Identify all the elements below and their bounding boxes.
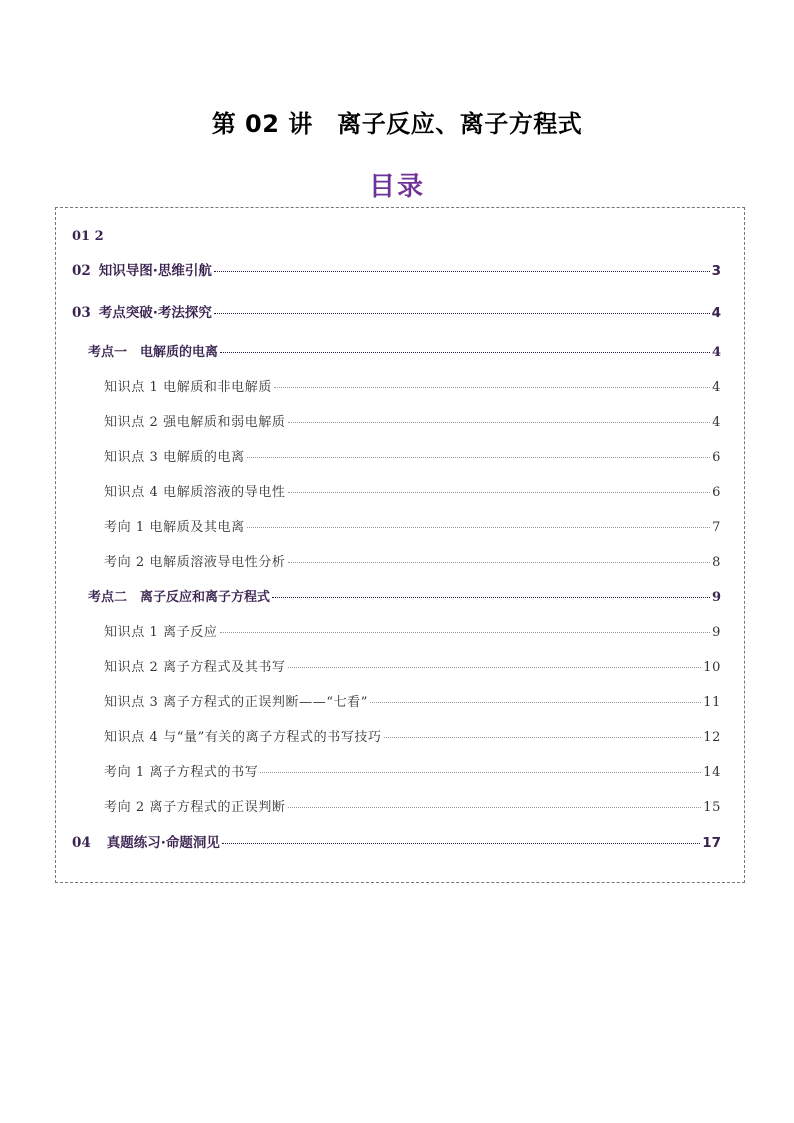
toc-entry-zhishidian-2-3[interactable] [104,691,721,710]
toc-entry-zhishidian-1-4[interactable] [104,481,721,500]
toc-entry-kaoxiang-2-2[interactable] [104,796,721,815]
toc-page-number: 4 [712,415,721,430]
toc-entry-label: 知识点 3 离子方程式的正误判断——“七看” [104,695,369,710]
toc-page-number: 14 [703,765,721,780]
toc-page-number: 4 [711,305,721,321]
toc-page-number: 9 [711,590,721,605]
toc-page-number: 4 [712,380,721,395]
toc-leader-dots [288,807,702,808]
toc-entry-label: 知识点 1 电解质和非电解质 [104,380,272,395]
toc-entry-zhishidian-1-1[interactable] [104,376,721,395]
toc-entry-kaodian-1[interactable] [88,341,721,360]
toc-leader-dots [260,772,701,773]
toc-page-number: 9 [712,625,721,640]
toc-entry-label: 知识点 2 离子方程式及其书写 [104,660,286,675]
toc-leader-dots [214,271,710,272]
toc-leader-dots [247,457,710,458]
toc-leader-dots [288,562,711,563]
toc-page-number: 6 [712,485,721,500]
toc-leader-dots [220,352,710,353]
toc-page-number: 6 [712,450,721,465]
toc-entry-number: 03 [72,305,91,321]
toc-leader-dots [220,632,711,633]
toc-entry-label: 知识点 4 电解质溶液的导电性 [104,485,286,500]
toc-leader-dots [247,527,710,528]
toc-entry-zhishidian-2-4[interactable] [104,726,721,745]
toc-entry-number: 02 [72,263,91,279]
toc-entry-kaodian-2[interactable] [88,586,721,605]
toc-entry-mindmap[interactable] [72,259,721,279]
toc-leader-dots [288,422,711,423]
toc-entry-label: 真题练习·命题洞见 [106,835,220,851]
toc-page-number: 3 [711,263,721,279]
page-title: 第 02 讲 离子反应、离子方程式 [211,110,583,138]
toc-entry-zhishidian-2-2[interactable] [104,656,721,675]
toc-entry-label: 考点一 电解质的电离 [88,345,219,360]
toc-entry-label: 考向 1 离子方程式的书写 [104,765,259,780]
toc-entry-kaoxiang-2-1[interactable] [104,761,721,780]
toc-page-number: 4 [711,345,721,360]
toc-leader-dots [222,843,700,844]
toc-entry-kaoxiang-1-1[interactable] [104,516,721,535]
toc-entry-label: 考点二 离子反应和离子方程式 [88,590,271,605]
toc-entry-kaoxiang-1-2[interactable] [104,551,721,570]
toc-leader-dots [272,597,710,598]
toc-entry-zhishidian-2-1[interactable] [104,621,721,640]
toc-entry-label: 考向 1 电解质及其电离 [104,520,245,535]
toc-entry-label: 知识导图·思维引航 [98,263,212,279]
toc-page-number: 7 [712,520,721,535]
toc-page-number: 11 [703,695,721,710]
toc-entry-label: 知识点 2 强电解质和弱电解质 [104,415,286,430]
toc-leader-dots [274,387,710,388]
toc-page-number: 10 [703,660,721,675]
toc-entry-label: 考点突破·考法探究 [98,305,212,321]
toc-first-line: 01 2 [72,229,104,244]
toc-entry-exam-practice[interactable] [72,831,721,851]
toc-leader-dots [384,737,702,738]
toc-page-number: 17 [702,835,721,851]
toc-entry-label: 知识点 1 离子反应 [104,625,218,640]
toc-page-number: 15 [703,800,721,815]
toc-leader-dots [288,492,711,493]
toc-entry-label: 考向 2 离子方程式的正误判断 [104,800,286,815]
toc-leader-dots [288,667,702,668]
toc-leader-dots [370,702,701,703]
toc-entry-zhishidian-1-3[interactable] [104,446,721,465]
toc-entry-label: 知识点 3 电解质的电离 [104,450,245,465]
toc-entry-label: 考向 2 电解质溶液导电性分析 [104,555,286,570]
toc-entry-breakthrough[interactable] [72,301,721,321]
toc-entry-zhishidian-1-2[interactable] [104,411,721,430]
toc-heading: 目录 [368,172,425,202]
toc-leader-dots [214,313,710,314]
toc-entry-number: 04 [72,835,91,851]
toc-page-number: 12 [703,730,721,745]
toc-page-number: 8 [712,555,721,570]
toc-entry-label: 知识点 4 与“量”有关的离子方程式的书写技巧 [104,730,382,745]
